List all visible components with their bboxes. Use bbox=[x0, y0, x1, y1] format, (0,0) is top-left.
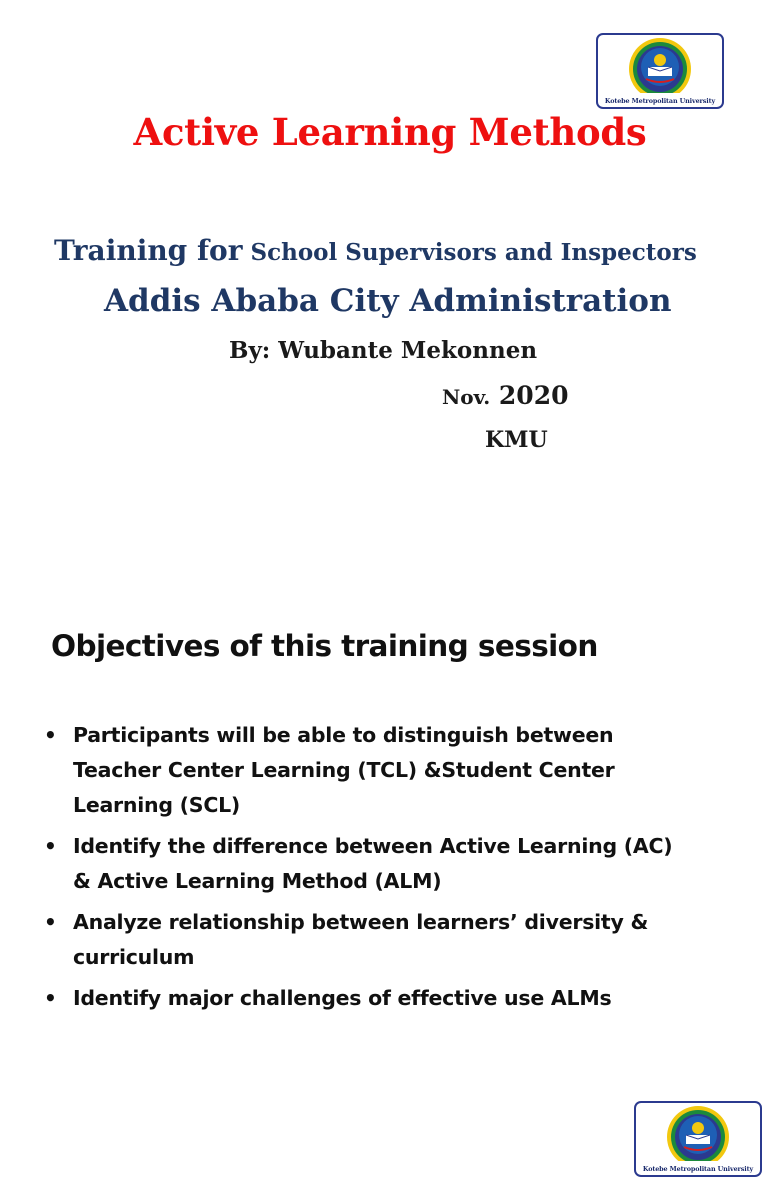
author-byline: By: Wubante Mekonnen bbox=[229, 337, 538, 364]
list-item bbox=[44, 829, 724, 899]
objectives-heading: Objectives of this training session bbox=[51, 629, 598, 663]
list-item bbox=[44, 718, 724, 823]
training-audience: School Supervisors and Inspectors bbox=[242, 239, 697, 266]
training-subtitle bbox=[54, 234, 697, 267]
presentation-date bbox=[442, 381, 569, 410]
organization-abbrev: KMU bbox=[485, 427, 548, 453]
objective-line: Learning (SCL) bbox=[73, 793, 241, 817]
objective-line: Analyze relationship between learners’ diversity & bbox=[73, 910, 649, 934]
objective-line: Identify the difference between Active Learning (AC) bbox=[73, 834, 673, 858]
bullet-icon: • bbox=[44, 910, 57, 934]
kmu-logo bbox=[634, 1101, 762, 1177]
list-item bbox=[44, 981, 724, 1016]
logo-caption: Kotebe Metropolitan University bbox=[642, 1164, 754, 1173]
bullet-icon: • bbox=[44, 723, 57, 747]
title-slide bbox=[0, 0, 768, 512]
kmu-logo bbox=[596, 33, 724, 109]
logo-caption: Kotebe Metropolitan University bbox=[604, 96, 716, 105]
objective-line: Participants will be able to distinguish between bbox=[73, 723, 614, 747]
date-year: 2020 bbox=[490, 381, 569, 410]
city-administration: Addis Ababa City Administration bbox=[104, 283, 672, 319]
bullet-icon: • bbox=[44, 986, 57, 1010]
objective-line: & Active Learning Method (ALM) bbox=[73, 869, 442, 893]
objective-line: Identify major challenges of effective use ALMs bbox=[73, 986, 612, 1010]
objectives-list bbox=[44, 718, 724, 1022]
bullet-icon: • bbox=[44, 834, 57, 858]
objective-line: curriculum bbox=[73, 945, 195, 969]
list-item bbox=[44, 905, 724, 975]
date-month: Nov. bbox=[442, 385, 491, 409]
training-lead: Training for bbox=[54, 234, 243, 267]
objective-line: Teacher Center Learning (TCL) &Student Center bbox=[73, 758, 615, 782]
presentation-title: Active Learning Methods bbox=[133, 110, 647, 154]
objectives-slide bbox=[0, 512, 768, 1173]
